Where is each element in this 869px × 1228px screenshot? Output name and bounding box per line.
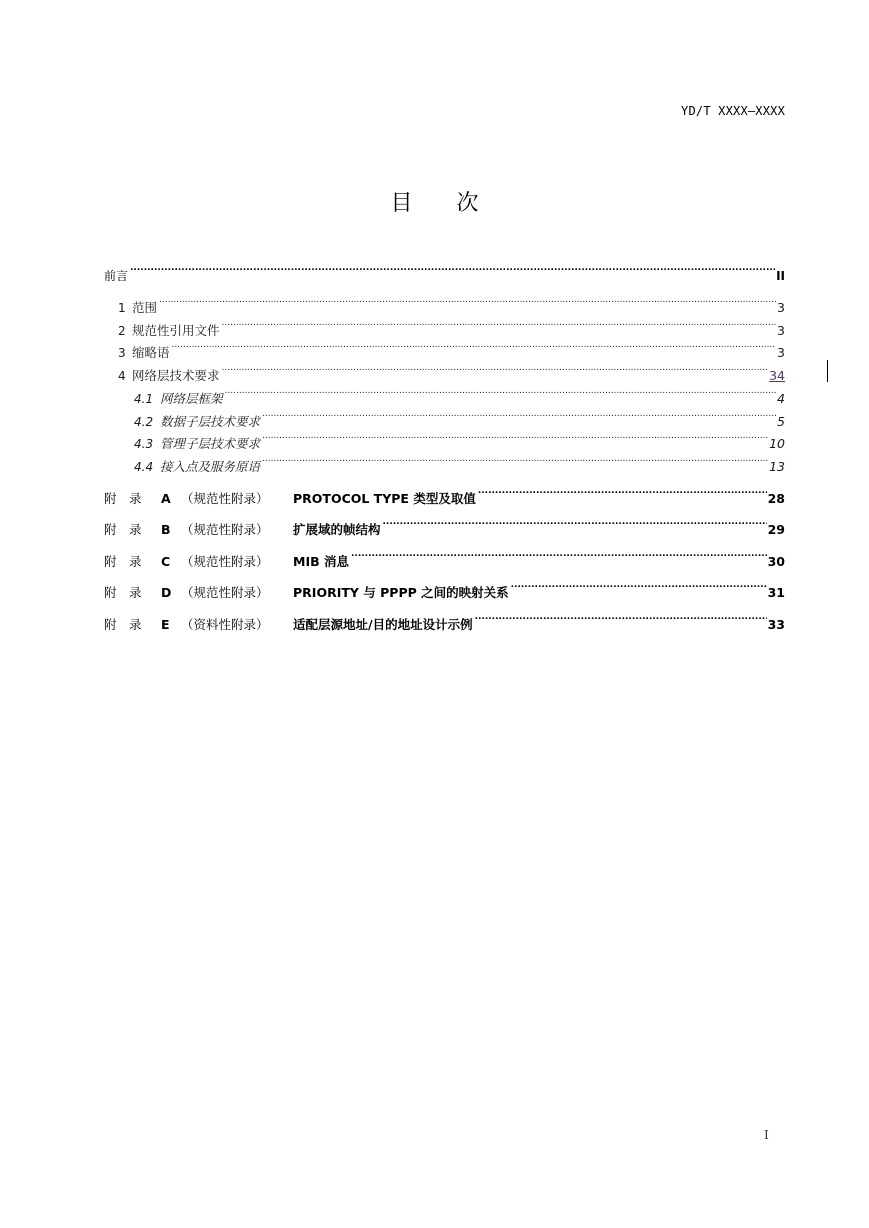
toc-entry-appendix-d[interactable] — [104, 579, 785, 600]
document-code: YD/T XXXX—XXXX — [681, 104, 785, 118]
appendix-letter: A — [161, 491, 171, 506]
toc-entry-number: 4.2 — [134, 415, 154, 429]
toc-entry-appendix-b[interactable] — [104, 516, 785, 537]
toc-leader-dots — [222, 317, 777, 335]
toc-leader-dots — [159, 294, 776, 312]
toc-title-char-2: 次 — [456, 191, 479, 216]
toc-entry-page: 3 — [777, 323, 785, 338]
toc-entry-number: 4.1 — [134, 392, 154, 406]
toc-entry-appendix-a[interactable] — [104, 485, 785, 506]
toc-leader-dots — [262, 408, 776, 426]
toc-leader-dots — [172, 339, 777, 357]
toc-entry-subsection-4-3[interactable] — [134, 430, 785, 451]
appendix-letter: B — [161, 522, 171, 537]
appendix-word: 附 录 — [104, 554, 142, 569]
appendix-kind: （规范性附录） — [181, 522, 269, 537]
toc-entry-page: 29 — [767, 522, 785, 537]
toc-entry-page: II — [776, 269, 785, 283]
toc-leader-dots — [222, 362, 769, 380]
toc-entry-label: 数据子层技术要求 — [160, 414, 261, 429]
toc-leader-dots — [262, 430, 768, 448]
toc-entry-page: 4 — [777, 391, 785, 406]
toc-entry-label: 缩略语 — [132, 345, 170, 360]
toc-entry-number: 4.3 — [134, 437, 154, 451]
appendix-word: 附 录 — [104, 491, 142, 506]
toc-title-char-1: 目 — [390, 191, 413, 216]
toc-entry-appendix-c[interactable] — [104, 548, 785, 569]
appendix-word: 附 录 — [104, 585, 142, 600]
toc-entry-label: 范围 — [132, 300, 158, 315]
toc-leader-dots — [351, 548, 767, 566]
toc-entry-page: 13 — [769, 459, 785, 474]
appendix-title: 适配层源地址/目的地址设计示例 — [293, 617, 473, 632]
toc-entry-page: 10 — [769, 436, 785, 451]
toc-entry-preface[interactable] — [104, 262, 785, 283]
toc-entry-page: 33 — [767, 617, 785, 632]
toc-leader-dots — [130, 262, 775, 280]
appendix-title: MIB 消息 — [293, 554, 349, 569]
toc-entry-section-4[interactable] — [118, 362, 785, 383]
toc-entry-label: 接入点及服务原语 — [160, 459, 261, 474]
toc-entry-page-link[interactable]: 34 — [769, 368, 785, 383]
toc-entry-number: 1 — [118, 301, 126, 315]
toc-entry-label: 前言 — [104, 269, 129, 283]
appendix-letter: C — [161, 554, 171, 569]
toc-entry-number: 4.4 — [134, 460, 154, 474]
toc-entry-page: 3 — [777, 300, 785, 315]
toc-entry-section-1[interactable] — [118, 294, 785, 315]
toc-entry-page: 28 — [767, 491, 785, 506]
toc-leader-dots — [511, 579, 767, 597]
toc-title — [0, 186, 869, 217]
appendix-title: PRIORITY 与 PPPP 之间的映射关系 — [293, 585, 509, 600]
toc-leader-dots — [475, 611, 767, 629]
toc-entry-page: 5 — [777, 414, 785, 429]
toc-leader-dots — [383, 516, 767, 534]
toc-entry-subsection-4-4[interactable] — [134, 453, 785, 474]
appendix-kind: （资料性附录） — [181, 617, 269, 632]
toc-entry-number: 2 — [118, 324, 126, 338]
toc-leader-dots — [478, 485, 767, 503]
toc-entry-appendix-e[interactable] — [104, 611, 785, 632]
appendix-word: 附 录 — [104, 617, 142, 632]
toc-entry-label: 管理子层技术要求 — [160, 436, 261, 451]
toc-entry-label: 规范性引用文件 — [132, 323, 220, 338]
page-number: I — [764, 1128, 769, 1142]
toc-entry-subsection-4-1[interactable] — [134, 385, 785, 406]
appendix-letter: D — [161, 585, 172, 600]
toc-leader-dots — [262, 453, 768, 471]
toc-entry-label: 网络层技术要求 — [132, 368, 220, 383]
toc-entry-section-2[interactable] — [118, 317, 785, 338]
toc-entry-section-3[interactable] — [118, 339, 785, 360]
toc-entry-number: 4 — [118, 369, 126, 383]
text-cursor — [827, 360, 828, 382]
appendix-kind: （规范性附录） — [181, 554, 269, 569]
toc-entry-page: 30 — [767, 554, 785, 569]
appendix-kind: （规范性附录） — [181, 491, 269, 506]
toc-entry-page: 3 — [777, 345, 785, 360]
appendix-word: 附 录 — [104, 522, 142, 537]
toc-leader-dots — [225, 385, 777, 403]
toc-entry-label: 网络层框架 — [160, 391, 223, 406]
toc-entry-number: 3 — [118, 346, 126, 360]
toc-entry-subsection-4-2[interactable] — [134, 408, 785, 429]
appendix-kind: （规范性附录） — [181, 585, 269, 600]
toc-entry-page: 31 — [767, 585, 785, 600]
appendix-letter: E — [161, 617, 170, 632]
appendix-title: PROTOCOL TYPE 类型及取值 — [293, 491, 476, 506]
appendix-title: 扩展域的帧结构 — [293, 522, 381, 537]
